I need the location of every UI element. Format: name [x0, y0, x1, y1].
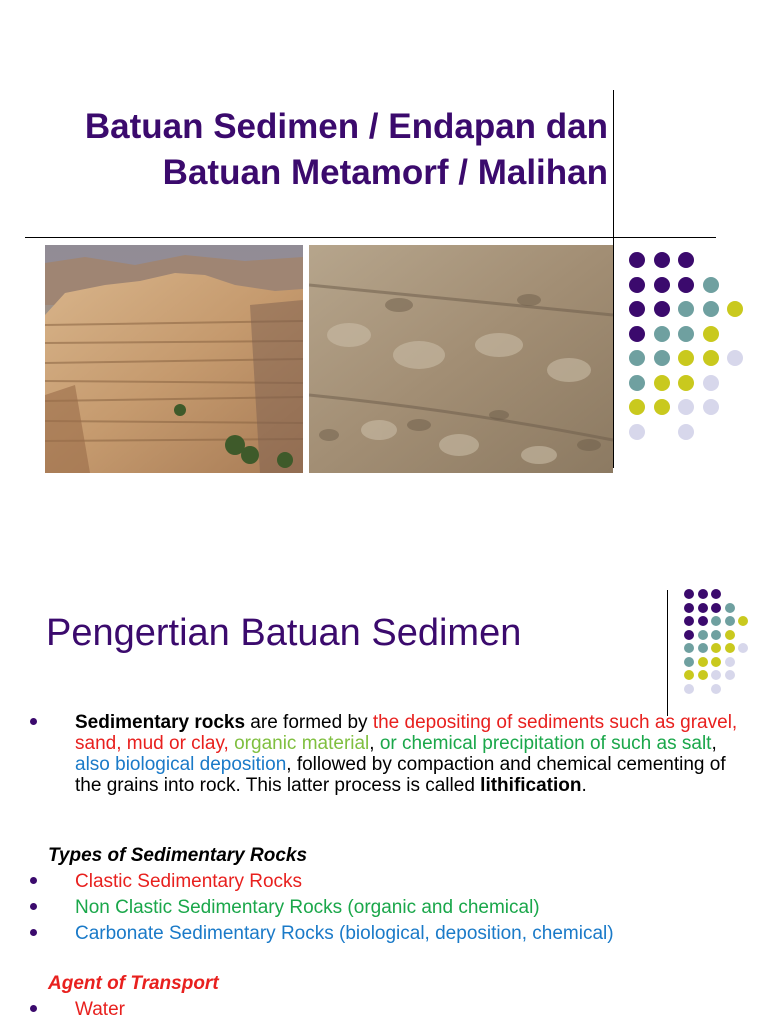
def-text-5: , — [369, 733, 380, 754]
decorative-dot — [629, 399, 645, 415]
agent-item-water: Water — [75, 999, 125, 1020]
decorative-dot — [654, 277, 670, 293]
vertical-divider-2 — [667, 590, 668, 716]
def-text-7: , — [711, 733, 717, 754]
type-item-carbonate: Carbonate Sedimentary Rocks (biological, deposition, chemical) — [75, 923, 614, 944]
decorative-dot — [629, 326, 645, 342]
def-text-depositing: the depositing of sediments such as gravel, sand, mud or clay, — [75, 712, 738, 754]
decorative-dot — [678, 399, 694, 415]
decorative-dot — [711, 603, 721, 613]
decorative-dot — [678, 326, 694, 342]
decorative-dot — [654, 252, 670, 268]
def-text-9: , followed by compaction and chemical cementing of the grains into rock. This latter process is called — [75, 754, 726, 796]
def-text-organic: organic material — [234, 733, 370, 754]
agent-heading: Agent of Transport — [48, 973, 219, 994]
decorative-dot — [678, 350, 694, 366]
term-sedimentary-rocks: Sedimentary rocks — [75, 712, 246, 733]
decorative-dot — [678, 301, 694, 317]
decorative-dot — [629, 277, 645, 293]
horizontal-divider — [25, 237, 716, 238]
decorative-dot — [703, 350, 719, 366]
decorative-dot — [678, 424, 694, 440]
decorative-dot — [654, 326, 670, 342]
type-item-non-clastic: Non Clastic Sedimentary Rocks (organic and chemical) — [75, 897, 540, 918]
decorative-dot — [703, 375, 719, 391]
decorative-dot — [629, 252, 645, 268]
def-text-chemical: or chemical precipitation of such as salt — [379, 733, 712, 754]
bullet-icon — [30, 718, 37, 725]
bullet-icon — [30, 1005, 37, 1012]
rock-outcrop-photo — [309, 245, 613, 473]
decorative-dot — [684, 670, 694, 680]
decorative-dot — [698, 589, 708, 599]
decorative-dot — [725, 643, 735, 653]
decorative-dot — [629, 301, 645, 317]
def-text-1: are formed by — [245, 712, 373, 733]
decorative-dot — [698, 630, 708, 640]
decorative-dot — [738, 643, 748, 653]
term-lithification: lithification — [480, 775, 582, 796]
decorative-dot — [711, 670, 721, 680]
decorative-dot — [703, 326, 719, 342]
decorative-dot — [684, 589, 694, 599]
decorative-dot — [738, 616, 748, 626]
decorative-dot — [725, 630, 735, 640]
decorative-dot — [711, 630, 721, 640]
decorative-dot — [629, 424, 645, 440]
slide2-title: Pengertian Batuan Sedimen — [46, 612, 522, 654]
definition-paragraph — [75, 712, 745, 796]
def-text-11: . — [581, 775, 587, 796]
decorative-dot — [654, 399, 670, 415]
type-item-clastic: Clastic Sedimentary Rocks — [75, 871, 303, 892]
decorative-dot — [698, 603, 708, 613]
decorative-dot — [703, 399, 719, 415]
decorative-dot — [703, 277, 719, 293]
decorative-dot — [629, 350, 645, 366]
vertical-divider — [613, 90, 614, 468]
decorative-dot — [678, 252, 694, 268]
decorative-dot — [684, 657, 694, 667]
decorative-dot — [711, 616, 721, 626]
decorative-dot — [698, 657, 708, 667]
decorative-dot — [725, 670, 735, 680]
decorative-dot — [684, 603, 694, 613]
decorative-dot — [678, 375, 694, 391]
decorative-dot — [725, 616, 735, 626]
decorative-dot — [684, 630, 694, 640]
decorative-dot — [684, 616, 694, 626]
decorative-dot — [711, 643, 721, 653]
decorative-dot — [727, 350, 743, 366]
decorative-dot — [698, 670, 708, 680]
decorative-dot — [711, 589, 721, 599]
bullet-icon — [30, 877, 37, 884]
decorative-dot — [684, 684, 694, 694]
slide1-title-line1: Batuan Sedimen / Endapan dan — [84, 107, 608, 146]
decorative-dot — [698, 616, 708, 626]
decorative-dot — [678, 277, 694, 293]
bullet-icon — [30, 903, 37, 910]
decorative-dot — [703, 301, 719, 317]
canyon-cliff-photo — [45, 245, 303, 473]
decorative-dot — [727, 301, 743, 317]
decorative-dot — [654, 350, 670, 366]
slide1-title-line2: Batuan Metamorf / Malihan — [162, 153, 608, 192]
decorative-dot — [698, 643, 708, 653]
bullet-icon — [30, 929, 37, 936]
slide1-title — [20, 104, 608, 196]
types-heading: Types of Sedimentary Rocks — [48, 845, 308, 866]
decorative-dot — [725, 603, 735, 613]
decorative-dot — [629, 375, 645, 391]
decorative-dot — [725, 657, 735, 667]
decorative-dot — [684, 643, 694, 653]
decorative-dot — [711, 684, 721, 694]
decorative-dot — [711, 657, 721, 667]
decorative-dot — [654, 375, 670, 391]
decorative-dot — [654, 301, 670, 317]
def-text-biological: also biological deposition — [75, 754, 287, 775]
